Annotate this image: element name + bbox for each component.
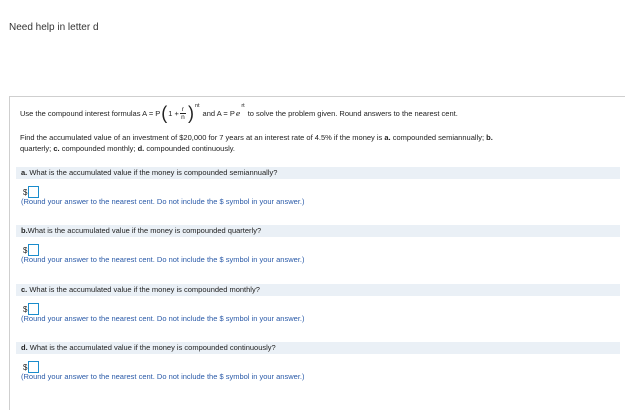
- open-paren: (: [161, 103, 168, 123]
- part-b: [16, 225, 620, 279]
- problem-statement: [20, 132, 620, 154]
- part-prompt: a. What is the accumulated value if the money is compounded semiannually?: [16, 167, 620, 179]
- dollar-sign: $: [23, 187, 28, 197]
- rounding-hint: (Round your answer to the nearest cent. Do not include the $ symbol in your answer.): [21, 372, 305, 381]
- part-prompt: c. What is the accumulated value if the money is compounded monthly?: [16, 284, 620, 296]
- exponent-rt: rt: [241, 103, 245, 109]
- euler-e: e: [235, 108, 241, 118]
- problem-line-1: Find the accumulated value of an investment of $20,000 for 7 years at an interest rate of 4.5% if the money is a. compounded semiannually; b.: [20, 133, 493, 142]
- part-d: [16, 342, 620, 396]
- rate-fraction: [180, 106, 186, 121]
- one-plus: 1 +: [168, 108, 179, 118]
- part-prompt: b.What is the accumulated value if the money is compounded quarterly?: [16, 225, 620, 237]
- and-text: and A = P: [202, 108, 235, 118]
- dollar-sign: $: [23, 304, 28, 314]
- dollar-sign: $: [23, 245, 28, 255]
- rounding-hint: (Round your answer to the nearest cent. Do not include the $ symbol in your answer.): [21, 255, 305, 264]
- dollar-sign: $: [23, 362, 28, 372]
- rounding-hint: (Round your answer to the nearest cent. Do not include the $ symbol in your answer.): [21, 314, 305, 323]
- intro-rest: to solve the problem given. Round answers to the nearest cent.: [247, 108, 458, 118]
- question-title: Need help in letter d: [9, 22, 99, 33]
- problem-line-2: quarterly; c. compounded monthly; d. compounded continuously.: [20, 144, 236, 153]
- fraction-denominator: n: [181, 113, 185, 121]
- close-paren: ): [187, 103, 194, 123]
- fraction-numerator: r: [181, 105, 185, 113]
- part-c: [16, 284, 620, 338]
- rounding-hint: (Round your answer to the nearest cent. Do not include the $ symbol in your answer.): [21, 197, 305, 206]
- intro-text: Use the compound interest formulas A = P: [20, 108, 161, 118]
- formula-instructions: [20, 103, 620, 123]
- part-prompt: d. What is the accumulated value if the money is compounded continuously?: [16, 342, 620, 354]
- exponent-nt: nt: [194, 103, 200, 109]
- part-a: [16, 167, 620, 221]
